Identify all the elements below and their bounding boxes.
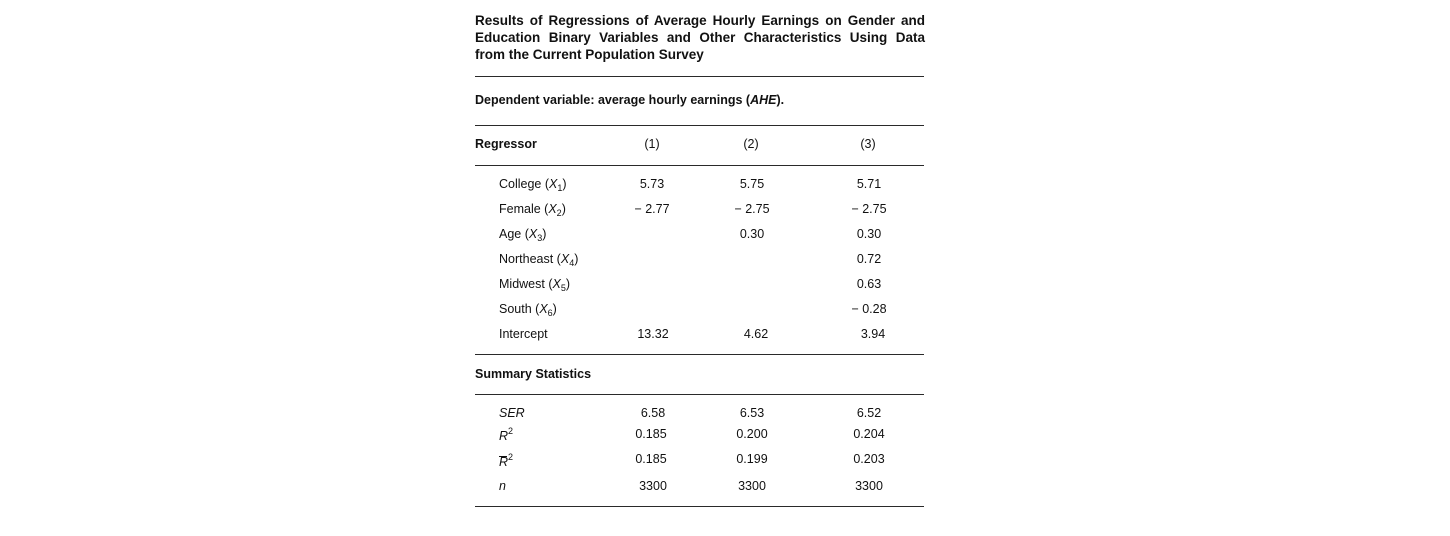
header-col-2: (2) <box>743 137 759 151</box>
stat-col-1: 3300 <box>639 479 667 493</box>
regressor-col-3: − 0.28 <box>851 302 887 316</box>
regressor-label: Age $(X_3)$ <box>499 227 547 243</box>
stat-label-adjusted-r-squared: $R^2$ <box>499 452 514 469</box>
regressor-col-3: − 2.75 <box>851 202 887 216</box>
regressor-col-3: 0.63 <box>856 277 882 291</box>
regressor-label: College $(X_1)$ <box>499 177 567 193</box>
regressor-col-2: − 2.75 <box>734 202 770 216</box>
dependent-suffix: ). <box>776 93 785 107</box>
rule-header-top <box>475 125 924 126</box>
stat-col-3: 3300 <box>855 479 883 493</box>
stat-col-3: 0.203 <box>853 452 885 466</box>
rule-summary-top <box>475 394 924 395</box>
title-line-2: Education Binary Variables and Other Characteristics Using Data <box>475 30 925 45</box>
regressor-col-1: 13.32 <box>637 327 669 341</box>
regression-results-table <box>475 0 925 536</box>
regressor-label: Midwest $(X_5)$ <box>499 277 571 293</box>
dependent-variable-note <box>475 93 784 107</box>
regressor-col-2: 0.30 <box>739 227 765 241</box>
regressor-label: South $(X_6)$ <box>499 302 557 318</box>
dependent-var: AHE <box>750 93 777 107</box>
rule-bottom <box>475 506 924 507</box>
stat-col-3: 0.204 <box>853 427 885 441</box>
dependent-prefix: Dependent variable: average hourly earnings ( <box>475 93 751 107</box>
stat-col-2: 0.199 <box>736 452 768 466</box>
summary-statistics-label: Summary Statistics <box>475 367 592 381</box>
regressor-label: Female $(X_2)$ <box>499 202 566 218</box>
title-line-1: Results of Regressions of Average Hourly Earnings on Gender and <box>475 13 925 28</box>
regressor-label: Intercept <box>499 327 548 341</box>
stat-col-1: 0.185 <box>635 427 667 441</box>
stat-col-2: 3300 <box>738 479 766 493</box>
header-col-1: (1) <box>644 137 660 151</box>
stat-col-1: 0.185 <box>635 452 667 466</box>
stat-col-2: 6.53 <box>739 406 765 420</box>
regressor-col-3: 0.30 <box>856 227 882 241</box>
regressor-col-2: 5.75 <box>739 177 765 191</box>
regressor-label: Northeast $(X_4)$ <box>499 252 579 268</box>
header-regressor: Regressor <box>475 137 537 151</box>
stat-label-n: n <box>499 479 506 493</box>
stat-col-2: 0.200 <box>736 427 768 441</box>
stat-label-ser: SER <box>499 406 525 420</box>
table-title <box>475 12 925 63</box>
regressor-col-3: 3.94 <box>860 327 886 341</box>
regressor-col-3: 0.72 <box>856 252 882 266</box>
regressor-col-1: 5.73 <box>639 177 665 191</box>
rule-top <box>475 76 924 77</box>
header-col-3: (3) <box>860 137 876 151</box>
stat-col-3: 6.52 <box>856 406 882 420</box>
rule-header-bottom <box>475 165 924 166</box>
stat-col-1: 6.58 <box>640 406 666 420</box>
regressor-col-2: 4.62 <box>743 327 769 341</box>
stat-label-r-squared: $R^2$ <box>499 426 514 443</box>
regressor-col-1: − 2.77 <box>634 202 670 216</box>
regressor-col-3: 5.71 <box>856 177 882 191</box>
rule-regressors-bottom <box>475 354 924 355</box>
title-line-3: from the Current Population Survey <box>475 47 704 62</box>
